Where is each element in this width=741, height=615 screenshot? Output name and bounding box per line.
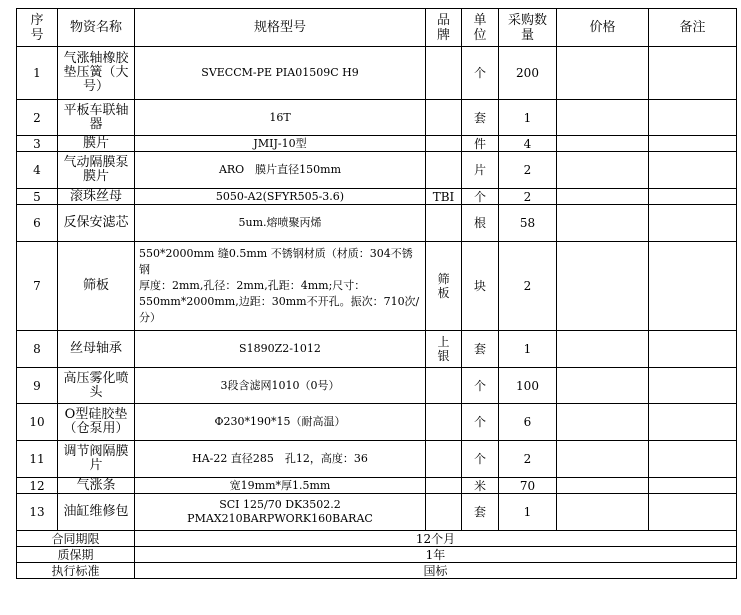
cell-brand xyxy=(426,205,462,242)
table-row xyxy=(17,189,737,205)
footer-row xyxy=(17,531,737,547)
cell-name: 油缸维修包 xyxy=(58,494,135,531)
cell-unit: 个 xyxy=(462,441,499,478)
cell-unit: 件 xyxy=(462,136,499,152)
cell-qty: 6 xyxy=(499,404,557,441)
footer-row xyxy=(17,547,737,563)
cell-remark xyxy=(649,404,737,441)
cell-no: 12 xyxy=(17,478,58,494)
cell-unit: 个 xyxy=(462,368,499,404)
cell-qty: 2 xyxy=(499,152,557,189)
table-row xyxy=(17,100,737,136)
cell-price xyxy=(557,136,649,152)
cell-qty: 200 xyxy=(499,47,557,100)
cell-brand xyxy=(426,441,462,478)
header-no: 序 号 xyxy=(17,9,58,47)
table-row xyxy=(17,205,737,242)
header-row xyxy=(17,9,737,47)
cell-price xyxy=(557,331,649,368)
cell-price xyxy=(557,494,649,531)
table-row xyxy=(17,242,737,331)
cell-no: 3 xyxy=(17,136,58,152)
table-row xyxy=(17,404,737,441)
footer-row xyxy=(17,563,737,579)
table-row xyxy=(17,331,737,368)
header-brand: 品 牌 xyxy=(426,9,462,47)
cell-remark xyxy=(649,242,737,331)
cell-spec: 16T xyxy=(135,100,426,136)
cell-unit: 块 xyxy=(462,242,499,331)
cell-spec: S1890Z2-1012 xyxy=(135,331,426,368)
cell-qty: 2 xyxy=(499,242,557,331)
cell-no: 1 xyxy=(17,47,58,100)
cell-qty: 2 xyxy=(499,189,557,205)
cell-brand xyxy=(426,136,462,152)
cell-unit: 套 xyxy=(462,100,499,136)
cell-price xyxy=(557,189,649,205)
cell-qty: 58 xyxy=(499,205,557,242)
cell-no: 10 xyxy=(17,404,58,441)
cell-spec: SCI 125/70 DK3502.2 PMAX210BARPWORK160BARAC xyxy=(135,494,426,531)
cell-brand xyxy=(426,100,462,136)
cell-spec: HA-22 直径285 孔12，高度：36 xyxy=(135,441,426,478)
cell-qty: 4 xyxy=(499,136,557,152)
cell-spec: 宽19mm*厚1.5mm xyxy=(135,478,426,494)
table-row xyxy=(17,136,737,152)
cell-name: 调节阀隔膜片 xyxy=(58,441,135,478)
cell-qty: 1 xyxy=(499,100,557,136)
cell-spec: 5um.熔喷聚丙烯 xyxy=(135,205,426,242)
cell-unit: 片 xyxy=(462,152,499,189)
cell-no: 11 xyxy=(17,441,58,478)
cell-name: 膜片 xyxy=(58,136,135,152)
cell-spec: SVECCM-PE PIA01509C H9 xyxy=(135,47,426,100)
cell-remark xyxy=(649,205,737,242)
cell-unit: 根 xyxy=(462,205,499,242)
cell-price xyxy=(557,441,649,478)
header-name: 物资名称 xyxy=(58,9,135,47)
cell-no: 13 xyxy=(17,494,58,531)
table-row xyxy=(17,152,737,189)
footer-value: 国标 xyxy=(135,563,737,579)
table-row xyxy=(17,478,737,494)
cell-brand xyxy=(426,404,462,441)
cell-spec: ARO 膜片直径150mm xyxy=(135,152,426,189)
cell-brand xyxy=(426,47,462,100)
cell-brand: TBI xyxy=(426,189,462,205)
cell-brand xyxy=(426,368,462,404)
cell-name: 丝母轴承 xyxy=(58,331,135,368)
cell-name: 气涨条 xyxy=(58,478,135,494)
cell-brand xyxy=(426,152,462,189)
cell-name: 气涨轴橡胶垫压簧（大号） xyxy=(58,47,135,100)
cell-name: 高压雾化喷头 xyxy=(58,368,135,404)
cell-unit: 米 xyxy=(462,478,499,494)
cell-price xyxy=(557,205,649,242)
header-price: 价格 xyxy=(557,9,649,47)
footer-value: 1年 xyxy=(135,547,737,563)
cell-name: 滚珠丝母 xyxy=(58,189,135,205)
cell-remark xyxy=(649,189,737,205)
table-row xyxy=(17,47,737,100)
header-remark: 备注 xyxy=(649,9,737,47)
cell-unit: 个 xyxy=(462,404,499,441)
cell-remark xyxy=(649,47,737,100)
cell-price xyxy=(557,404,649,441)
table-row xyxy=(17,441,737,478)
cell-brand xyxy=(426,494,462,531)
cell-price xyxy=(557,478,649,494)
cell-spec: 3段含滤网1010（0号） xyxy=(135,368,426,404)
cell-price xyxy=(557,242,649,331)
cell-brand: 筛 板 xyxy=(426,242,462,331)
cell-unit: 套 xyxy=(462,331,499,368)
cell-remark xyxy=(649,494,737,531)
cell-spec: JMIJ-10型 xyxy=(135,136,426,152)
header-unit: 单 位 xyxy=(462,9,499,47)
cell-remark xyxy=(649,478,737,494)
cell-no: 4 xyxy=(17,152,58,189)
cell-name: 反保安滤芯 xyxy=(58,205,135,242)
cell-spec: 5050-A2(SFYR505-3.6) xyxy=(135,189,426,205)
table-row xyxy=(17,494,737,531)
cell-price xyxy=(557,368,649,404)
footer-value: 12个月 xyxy=(135,531,737,547)
cell-no: 8 xyxy=(17,331,58,368)
cell-remark xyxy=(649,368,737,404)
footer-label: 质保期 xyxy=(17,547,135,563)
cell-brand: 上 银 xyxy=(426,331,462,368)
cell-price xyxy=(557,152,649,189)
cell-remark xyxy=(649,100,737,136)
cell-qty: 1 xyxy=(499,494,557,531)
cell-qty: 1 xyxy=(499,331,557,368)
cell-no: 9 xyxy=(17,368,58,404)
cell-no: 2 xyxy=(17,100,58,136)
cell-qty: 100 xyxy=(499,368,557,404)
cell-remark xyxy=(649,152,737,189)
footer-label: 合同期限 xyxy=(17,531,135,547)
cell-no: 7 xyxy=(17,242,58,331)
cell-price xyxy=(557,100,649,136)
cell-name: 平板车联轴器 xyxy=(58,100,135,136)
cell-qty: 2 xyxy=(499,441,557,478)
cell-unit: 套 xyxy=(462,494,499,531)
cell-no: 6 xyxy=(17,205,58,242)
header-spec: 规格型号 xyxy=(135,9,426,47)
cell-name: 气动隔膜泵膜片 xyxy=(58,152,135,189)
cell-brand xyxy=(426,478,462,494)
cell-qty: 70 xyxy=(499,478,557,494)
cell-remark xyxy=(649,331,737,368)
cell-unit: 个 xyxy=(462,189,499,205)
table-row xyxy=(17,368,737,404)
cell-spec: Φ230*190*15（耐高温） xyxy=(135,404,426,441)
cell-remark xyxy=(649,441,737,478)
cell-unit: 个 xyxy=(462,47,499,100)
procurement-table xyxy=(16,8,737,579)
cell-name: 筛板 xyxy=(58,242,135,331)
cell-name: O型硅胶垫（仓泵用） xyxy=(58,404,135,441)
cell-remark xyxy=(649,136,737,152)
footer-label: 执行标准 xyxy=(17,563,135,579)
cell-no: 5 xyxy=(17,189,58,205)
header-qty: 采购数 量 xyxy=(499,9,557,47)
cell-spec: 550*2000mm 缝0.5mm 不锈钢材质（材质：304不锈钢 厚度：2mm,孔径：2mm,孔距：4mm;尺寸：550mm*2000mm,边距：30mm不开孔。振次：710次/分） xyxy=(135,242,426,331)
cell-price xyxy=(557,47,649,100)
